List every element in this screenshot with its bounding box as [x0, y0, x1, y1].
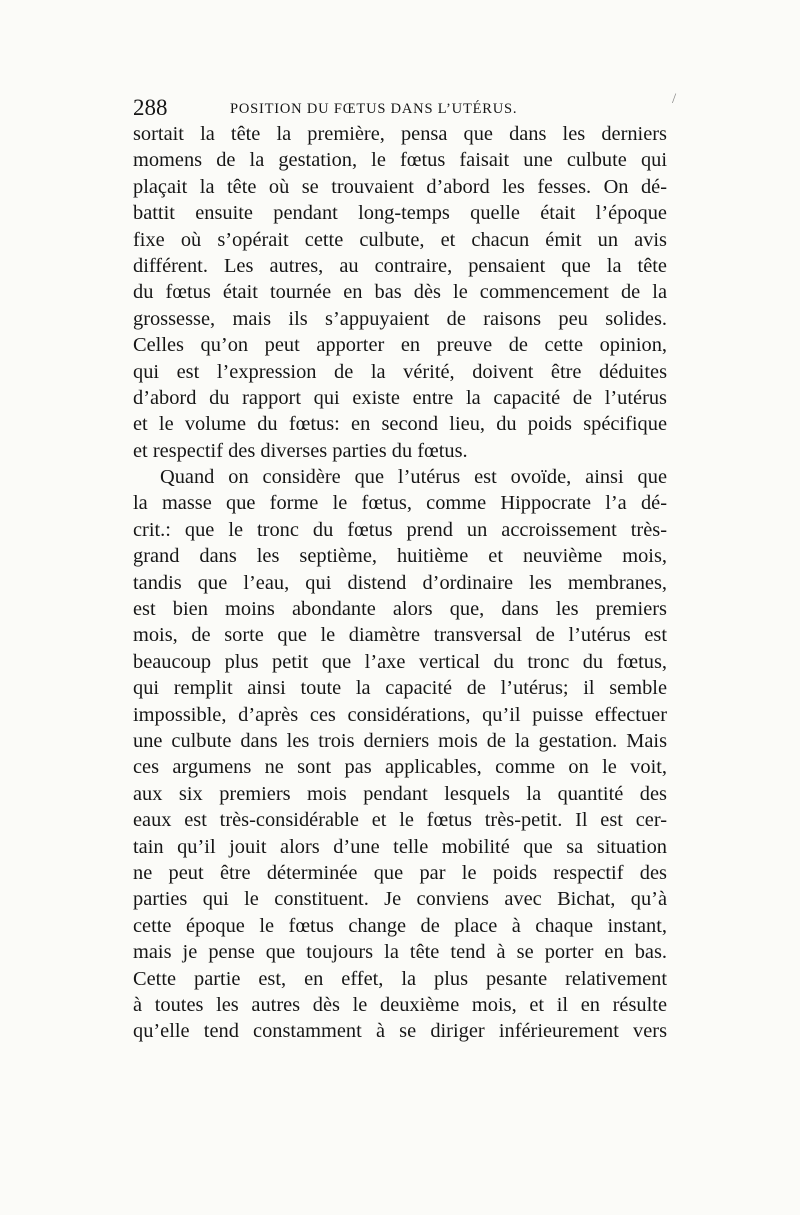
- text-line: qui remplit ainsi toute la capacité de l’utérus; il semble: [133, 677, 667, 700]
- text-line: du fœtus était tournée en bas dès le commencement de la: [133, 281, 667, 304]
- text-line: sortait la tête la première, pensa que dans les derniers: [133, 123, 667, 145]
- text-line: grossesse, mais ils s’appuyaient de raisons peu solides.: [133, 307, 667, 330]
- text-line: différent. Les autres, au contraire, pensaient que la tête: [133, 254, 667, 277]
- body-text: [133, 121, 667, 1045]
- text-line: d’abord du rapport qui existe entre la capacité de l’utérus: [133, 386, 667, 409]
- text-line: battit ensuite pendant long-temps quelle était l’époque: [133, 202, 667, 225]
- text-line: et le volume du fœtus: en second lieu, du poids spécifique: [133, 413, 667, 436]
- text-line: Quand on considère que l’utérus est ovoïde, ainsi que: [160, 466, 667, 489]
- text-line: ces argumens ne sont pas applicables, comme on le voit,: [133, 756, 667, 779]
- text-line: à toutes les autres dès le deuxième mois, et il en résulte: [133, 993, 667, 1016]
- text-line: Celles qu’on peut apporter en preuve de cette opinion,: [133, 334, 667, 357]
- text-line: Cette partie est, en effet, la plus pesante relativement: [133, 967, 667, 990]
- text-line: eaux est très-considérable et le fœtus très-petit. Il est cer-: [133, 809, 667, 832]
- text-line: tandis que l’eau, qui distend d’ordinaire les membranes,: [133, 571, 667, 594]
- text-line: une culbute dans les trois derniers mois de la gestation. Mais: [133, 729, 667, 752]
- text-line: est bien moins abondante alors que, dans les premiers: [133, 598, 667, 621]
- text-line: ne peut être déterminée que par le poids respectif des: [133, 861, 667, 884]
- text-line: fixe où s’opérait cette culbute, et chacun émit un avis: [133, 228, 667, 251]
- page-number: 288: [133, 95, 168, 120]
- text-line: beaucoup plus petit que l’axe vertical du tronc du fœtus,: [133, 650, 667, 673]
- running-title: POSITION DU FŒTUS DANS L’UTÉRUS.: [230, 101, 518, 117]
- text-line: qu’elle tend constamment à se diriger inférieurement vers: [133, 1020, 667, 1043]
- text-line: mois, de sorte que le diamètre transversal de l’utérus est: [133, 624, 667, 647]
- text-line: tain qu’il jouit alors d’une telle mobilité que sa situation: [133, 835, 667, 858]
- text-line: crit.: que le tronc du fœtus prend un accroissement très-: [133, 518, 667, 541]
- text-line: grand dans les septième, huitième et neuvième mois,: [133, 545, 667, 568]
- text-line: impossible, d’après ces considérations, qu’il puisse effectuer: [133, 703, 667, 726]
- text-line: cette époque le fœtus change de place à chaque instant,: [133, 914, 667, 937]
- text-line: la masse que forme le fœtus, comme Hippocrate l’a dé-: [133, 492, 667, 515]
- text-line: parties qui le constituent. Je conviens avec Bichat, qu’à: [133, 888, 667, 911]
- text-line: qui est l’expression de la vérité, doivent être déduites: [133, 360, 667, 383]
- text-line: plaçait la tête où se trouvaient d’abord les fesses. On dé-: [133, 175, 667, 198]
- text-line: mais je pense que toujours la tête tend à se porter en bas.: [133, 941, 667, 964]
- stray-mark: /: [672, 91, 677, 107]
- text-line: et respectif des diverses parties du fœtus.: [133, 439, 468, 462]
- page-header: [133, 95, 673, 123]
- text-line: momens de la gestation, le fœtus faisait une culbute qui: [133, 149, 667, 172]
- text-line: aux six premiers mois pendant lesquels la quantité des: [133, 782, 667, 805]
